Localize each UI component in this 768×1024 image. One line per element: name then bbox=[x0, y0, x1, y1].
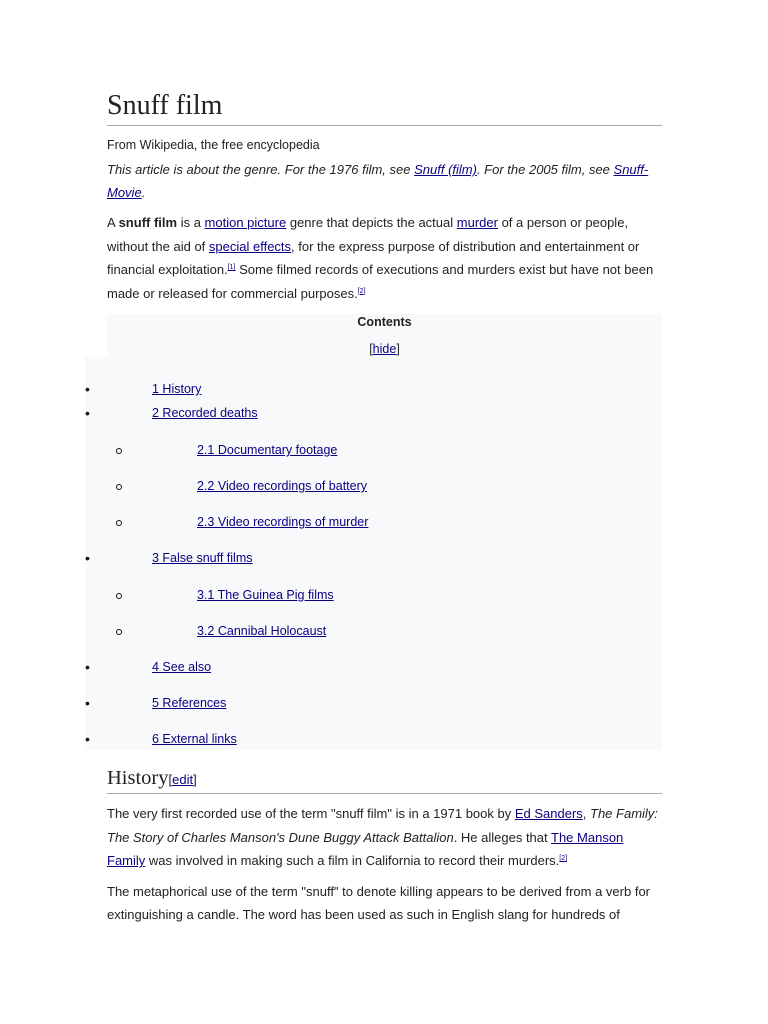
link-murder[interactable]: murder bbox=[456, 215, 498, 230]
section-heading-history bbox=[107, 766, 662, 794]
link-ed-sanders[interactable]: Ed Sanders bbox=[514, 806, 583, 821]
history-section-body bbox=[107, 802, 662, 934]
toc-item-recorded-deaths[interactable]: 2 Recorded deaths bbox=[152, 406, 258, 420]
toc-item-external-links[interactable]: 6 External links bbox=[152, 732, 237, 746]
toc-bracket: ] bbox=[396, 342, 400, 356]
toc-item-see-also[interactable]: 4 See also bbox=[152, 660, 212, 674]
paragraph-text: The very first recorded use of the term "snuff film" is in a 1971 book by bbox=[107, 806, 515, 821]
circle-bullet-icon bbox=[116, 484, 122, 490]
bullet-icon: • bbox=[85, 695, 90, 711]
reference-link-1[interactable]: [1] bbox=[227, 264, 236, 271]
lead-text: A bbox=[107, 215, 119, 230]
reference-link-2[interactable]: [2] bbox=[357, 287, 366, 295]
toc-item-history[interactable]: 1 History bbox=[152, 382, 202, 396]
hatnote bbox=[107, 158, 662, 204]
toc-toggle bbox=[107, 341, 662, 357]
edit-section-link[interactable]: edit bbox=[172, 772, 194, 787]
link-special-effects[interactable]: special effects bbox=[208, 238, 292, 254]
lead-text: , for the express purpose of distribution and entertainment or financial exploitation. bbox=[107, 238, 640, 277]
table-of-contents bbox=[85, 314, 662, 750]
bullet-icon: • bbox=[85, 550, 90, 566]
article-content bbox=[107, 88, 662, 305]
lead-text: of a person or people, without the aid of bbox=[107, 215, 629, 254]
toc-item-video-murder[interactable]: 2.3 Video recordings of murder bbox=[197, 515, 369, 529]
paragraph-text: was involved in making such a film in California to record their murders. bbox=[145, 853, 560, 868]
bullet-icon: • bbox=[85, 731, 90, 747]
toc-item-documentary-footage[interactable]: 2.1 Documentary footage bbox=[197, 443, 338, 457]
lead-text: is a bbox=[177, 215, 205, 230]
lead-text: genre that depicts the actual bbox=[286, 215, 457, 230]
hatnote-text: This article is about the genre. For the 1976 film, see bbox=[107, 162, 415, 177]
edit-section bbox=[169, 772, 197, 787]
hatnote-text: . bbox=[141, 185, 146, 200]
lead-text: Some filmed records of executions and murders exist but have not been made or released for commercial purposes. bbox=[107, 262, 654, 301]
page-title: Snuff film bbox=[107, 88, 662, 126]
history-paragraph-1 bbox=[107, 802, 662, 873]
history-paragraph-2: The metaphorical use of the term "snuff" to denote killing appears to be derived from a verb for extinguishing a candle. The word has been used as such in English slang for hundreds of bbox=[107, 883, 651, 922]
toc-item-guinea-pig-films[interactable]: 3.1 The Guinea Pig films bbox=[197, 588, 334, 602]
link-snuff-film-1976[interactable]: Snuff (film) bbox=[414, 162, 477, 177]
site-subtitle: From Wikipedia, the free encyclopedia bbox=[107, 138, 320, 152]
edit-bracket: [ bbox=[168, 772, 173, 787]
edit-bracket: ] bbox=[193, 772, 197, 787]
reference-link-2[interactable]: [2] bbox=[559, 855, 568, 862]
toc-item-references[interactable]: 5 References bbox=[152, 696, 227, 710]
toc-item-false-snuff-films[interactable]: 3 False snuff films bbox=[152, 551, 253, 565]
link-manson-family[interactable]: The Manson Family bbox=[107, 829, 624, 868]
book-title: The Family: The Story of Charles Manson's Dune Buggy Attack Battalion bbox=[107, 806, 658, 845]
circle-bullet-icon bbox=[116, 629, 122, 635]
lead-bold-term: snuff film bbox=[118, 215, 178, 230]
paragraph-text: . He alleges that bbox=[453, 829, 552, 845]
toc-item-cannibal-holocaust[interactable]: 3.2 Cannibal Holocaust bbox=[197, 624, 327, 638]
toc-item-video-battery[interactable]: 2.2 Video recordings of battery bbox=[197, 479, 368, 493]
bullet-icon: • bbox=[85, 405, 90, 421]
circle-bullet-icon bbox=[116, 593, 122, 599]
lead-paragraph bbox=[107, 211, 662, 305]
toc-title: Contents bbox=[357, 315, 412, 329]
circle-bullet-icon bbox=[116, 520, 122, 526]
paragraph-text: , bbox=[582, 806, 591, 821]
hatnote-text: . For the 2005 film, see bbox=[476, 162, 614, 177]
link-motion-picture[interactable]: motion picture bbox=[204, 215, 287, 230]
section-heading-text: History bbox=[107, 767, 169, 789]
circle-bullet-icon bbox=[116, 448, 122, 454]
link-snuff-movie[interactable]: Snuff-Movie bbox=[107, 162, 649, 200]
toc-hide-button[interactable]: hide bbox=[372, 342, 397, 356]
bullet-icon: • bbox=[85, 659, 90, 675]
toc-bracket: [ bbox=[369, 342, 373, 356]
bullet-icon: • bbox=[85, 381, 90, 397]
